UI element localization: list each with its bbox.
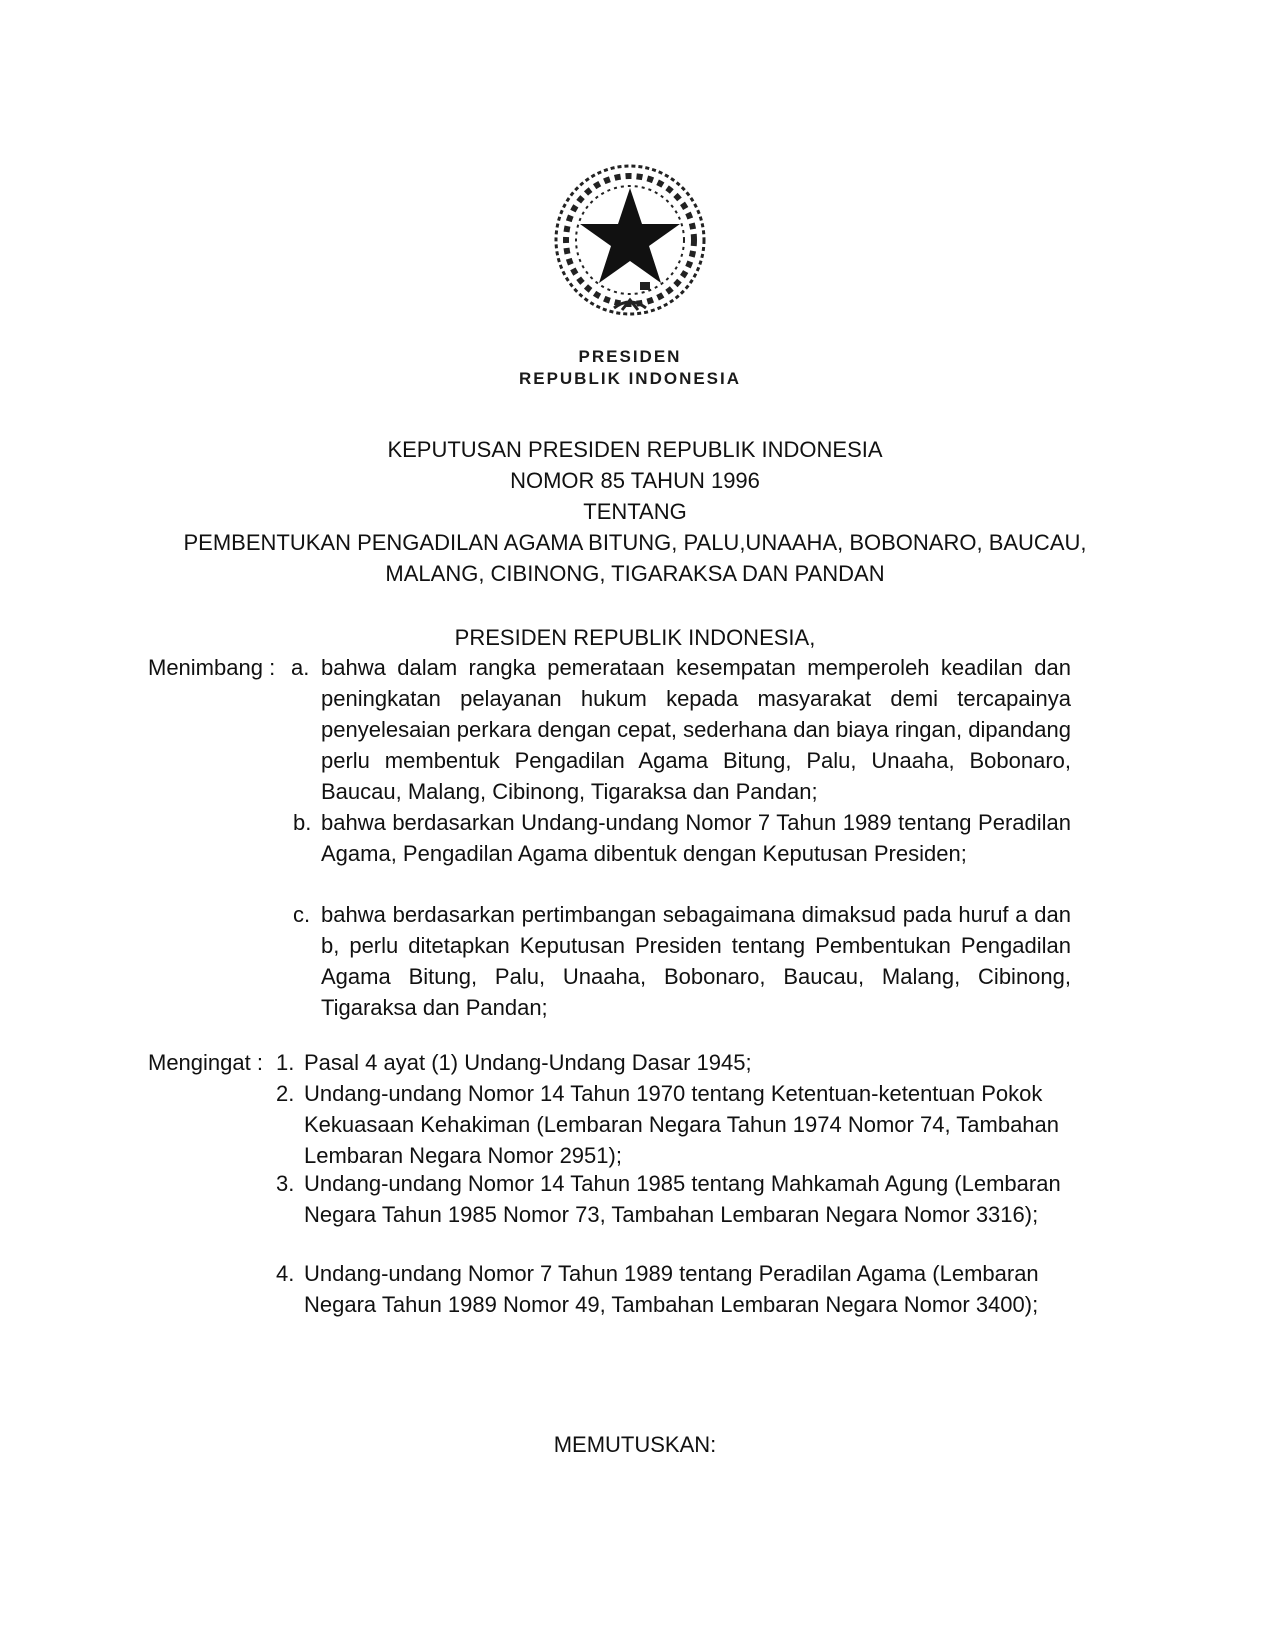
mengingat-label: Mengingat :	[148, 1050, 263, 1075]
menimbang-item	[291, 652, 1071, 807]
mengingat-item	[276, 1078, 1064, 1171]
item-marker: 4.	[276, 1261, 295, 1286]
item-marker: 1.	[276, 1050, 295, 1075]
item-marker: b.	[293, 810, 312, 835]
mengingat-item	[276, 1258, 1064, 1320]
item-text: bahwa berdasarkan Undang-undang Nomor 7 Tahun 1989 tentang Peradilan Agama, Pengadilan Agama dibentuk dengan Keputusan Presiden;	[321, 810, 1071, 866]
title-line: NOMOR 85 TAHUN 1996	[510, 468, 760, 493]
document-title	[100, 434, 1170, 589]
menimbang-label: Menimbang :	[148, 655, 276, 680]
decision-heading: MEMUTUSKAN:	[553, 1432, 717, 1457]
menimbang-item	[293, 807, 1071, 869]
item-text: bahwa dalam rangka pemerataan kesempatan memperoleh keadilan dan peningkatan pelayanan hukum kepada masyarakat demi tercapainya penyelesaian perkara dengan cepat, sederhana dan biaya ringan, dipandang perlu membentuk Pengadilan Agama Bitung, Palu, Unaaha, Bobonaro, Baucau, Malang, Cibinong, Tigaraksa dan Pandan;	[321, 655, 1071, 804]
title-line: PEMBENTUKAN PENGADILAN AGAMA BITUNG, PALU,UNAAHA, BOBONARO, BAUCAU,	[183, 530, 1087, 555]
seal-caption	[480, 346, 780, 390]
menimbang-item	[293, 899, 1071, 1023]
title-line: TENTANG	[583, 499, 687, 524]
opening-statement: PRESIDEN REPUBLIK INDONESIA,	[454, 625, 816, 650]
mengingat-item	[276, 1047, 1064, 1078]
mengingat-item	[276, 1168, 1064, 1230]
item-text: Pasal 4 ayat (1) Undang-Undang Dasar 1945;	[304, 1050, 752, 1075]
item-marker: 3.	[276, 1171, 295, 1196]
item-marker: 2.	[276, 1081, 295, 1106]
item-marker: a.	[291, 655, 310, 680]
garuda-star-wreath-emblem-icon	[540, 150, 720, 330]
title-line: KEPUTUSAN PRESIDEN REPUBLIK INDONESIA	[387, 437, 883, 462]
title-line: MALANG, CIBINONG, TIGARAKSA DAN PANDAN	[385, 561, 885, 586]
item-text: bahwa berdasarkan pertimbangan sebagaimana dimaksud pada huruf a dan b, perlu ditetapkan Keputusan Presiden tentang Pembentukan Pengadilan Agama Bitung, Palu, Unaaha, Bobonaro, Baucau, Malang, Cibinong, Tigaraksa dan Pandan;	[321, 902, 1071, 1020]
seal-line-president: PRESIDEN	[578, 347, 682, 366]
seal-line-republic: REPUBLIK INDONESIA	[518, 369, 742, 388]
item-text: Undang-undang Nomor 14 Tahun 1970 tentang Ketentuan-ketentuan Pokok Kekuasaan Kehakiman (Lembaran Negara Tahun 1974 Nomor 74, Tambahan Lembaran Negara Nomor 2951);	[304, 1081, 1060, 1168]
item-marker: c.	[293, 902, 311, 927]
item-text: Undang-undang Nomor 14 Tahun 1985 tentang Mahkamah Agung (Lembaran Negara Tahun 1985 Nomor 73, Tambahan Lembaran Negara Nomor 3316);	[304, 1171, 1061, 1227]
item-text: Undang-undang Nomor 7 Tahun 1989 tentang Peradilan Agama (Lembaran Negara Tahun 1989 Nomor 49, Tambahan Lembaran Negara Nomor 3400);	[304, 1261, 1039, 1317]
